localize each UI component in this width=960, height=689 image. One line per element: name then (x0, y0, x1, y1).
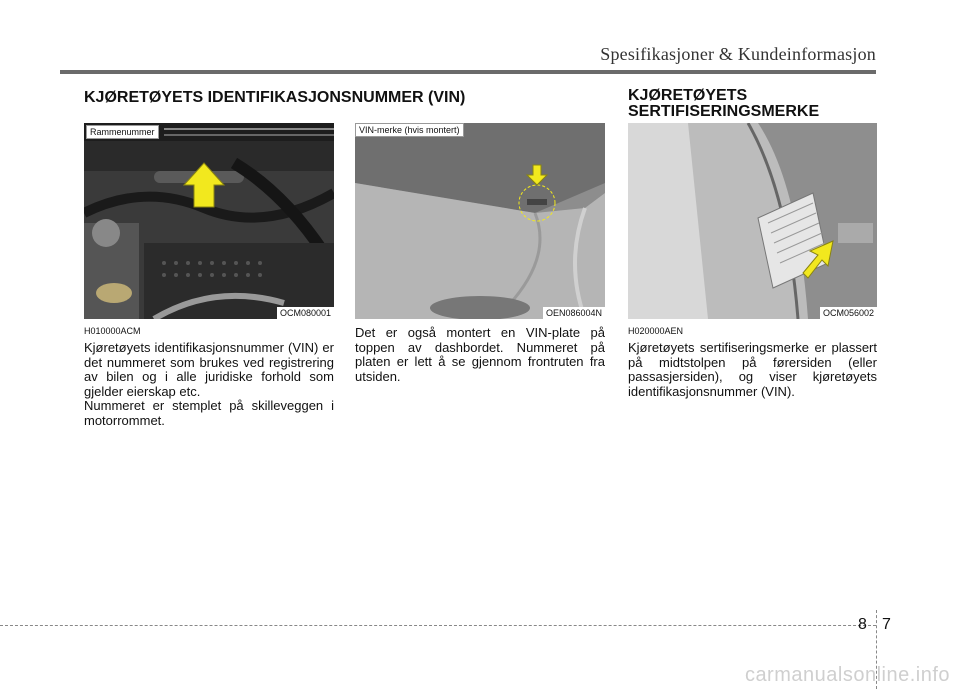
header-rule (60, 70, 876, 74)
engine-bay-photo (84, 123, 334, 319)
image-caption-vin-label: VIN-merke (hvis montert) (355, 123, 464, 137)
engine-bay-illustration (84, 123, 334, 319)
vin-paragraph: Kjøretøyets identifikasjonsnummer (VIN) er det nummeret som brukes ved registrering av bilen og i alle juridiske forhold som gjelder eierskap etc. (84, 340, 334, 399)
dashboard-illustration (355, 123, 605, 319)
page-number: 7 (882, 616, 891, 633)
image-code: OCM056002 (820, 307, 877, 319)
image-code: OEN086004N (543, 307, 605, 319)
reference-code: H020000AEN (628, 326, 684, 336)
reference-code: H010000ACM (84, 326, 141, 336)
dashboard-photo (355, 123, 605, 319)
section-number: 8 (858, 616, 867, 633)
section-title-vin: KJØRETØYETS IDENTIFIKASJONSNUMMER (VIN) (84, 89, 466, 106)
b-pillar-illustration (628, 123, 877, 319)
section-title-line1: KJØRETØYETS (628, 87, 748, 104)
section-title-line2: SERTIFISERINGSMERKE (628, 103, 820, 120)
vin-location-paragraph: Nummeret er stemplet på skilleveggen i motorrommet. (84, 398, 334, 428)
section-title-cert (628, 88, 819, 120)
footer-rule (0, 625, 876, 626)
cert-paragraph: Kjøretøyets sertifiseringsmerke er plassert på midtstolpen på førersiden (eller passasjersiden), og viser kjøretøyets identifikasjonsnummer (VIN). (628, 340, 877, 399)
image-caption-frame-number: Rammenummer (86, 125, 159, 139)
vin-plate-paragraph: Det er også montert en VIN-plate på toppen av dashbordet. Nummeret på platen er lett å se gjennom frontruten fra utsiden. (355, 325, 605, 384)
watermark: carmanualsonline.info (744, 664, 950, 686)
image-code: OCM080001 (277, 307, 334, 319)
header-title: Spesifikasjoner & Kundeinformasjon (600, 44, 876, 64)
b-pillar-photo (628, 123, 877, 319)
